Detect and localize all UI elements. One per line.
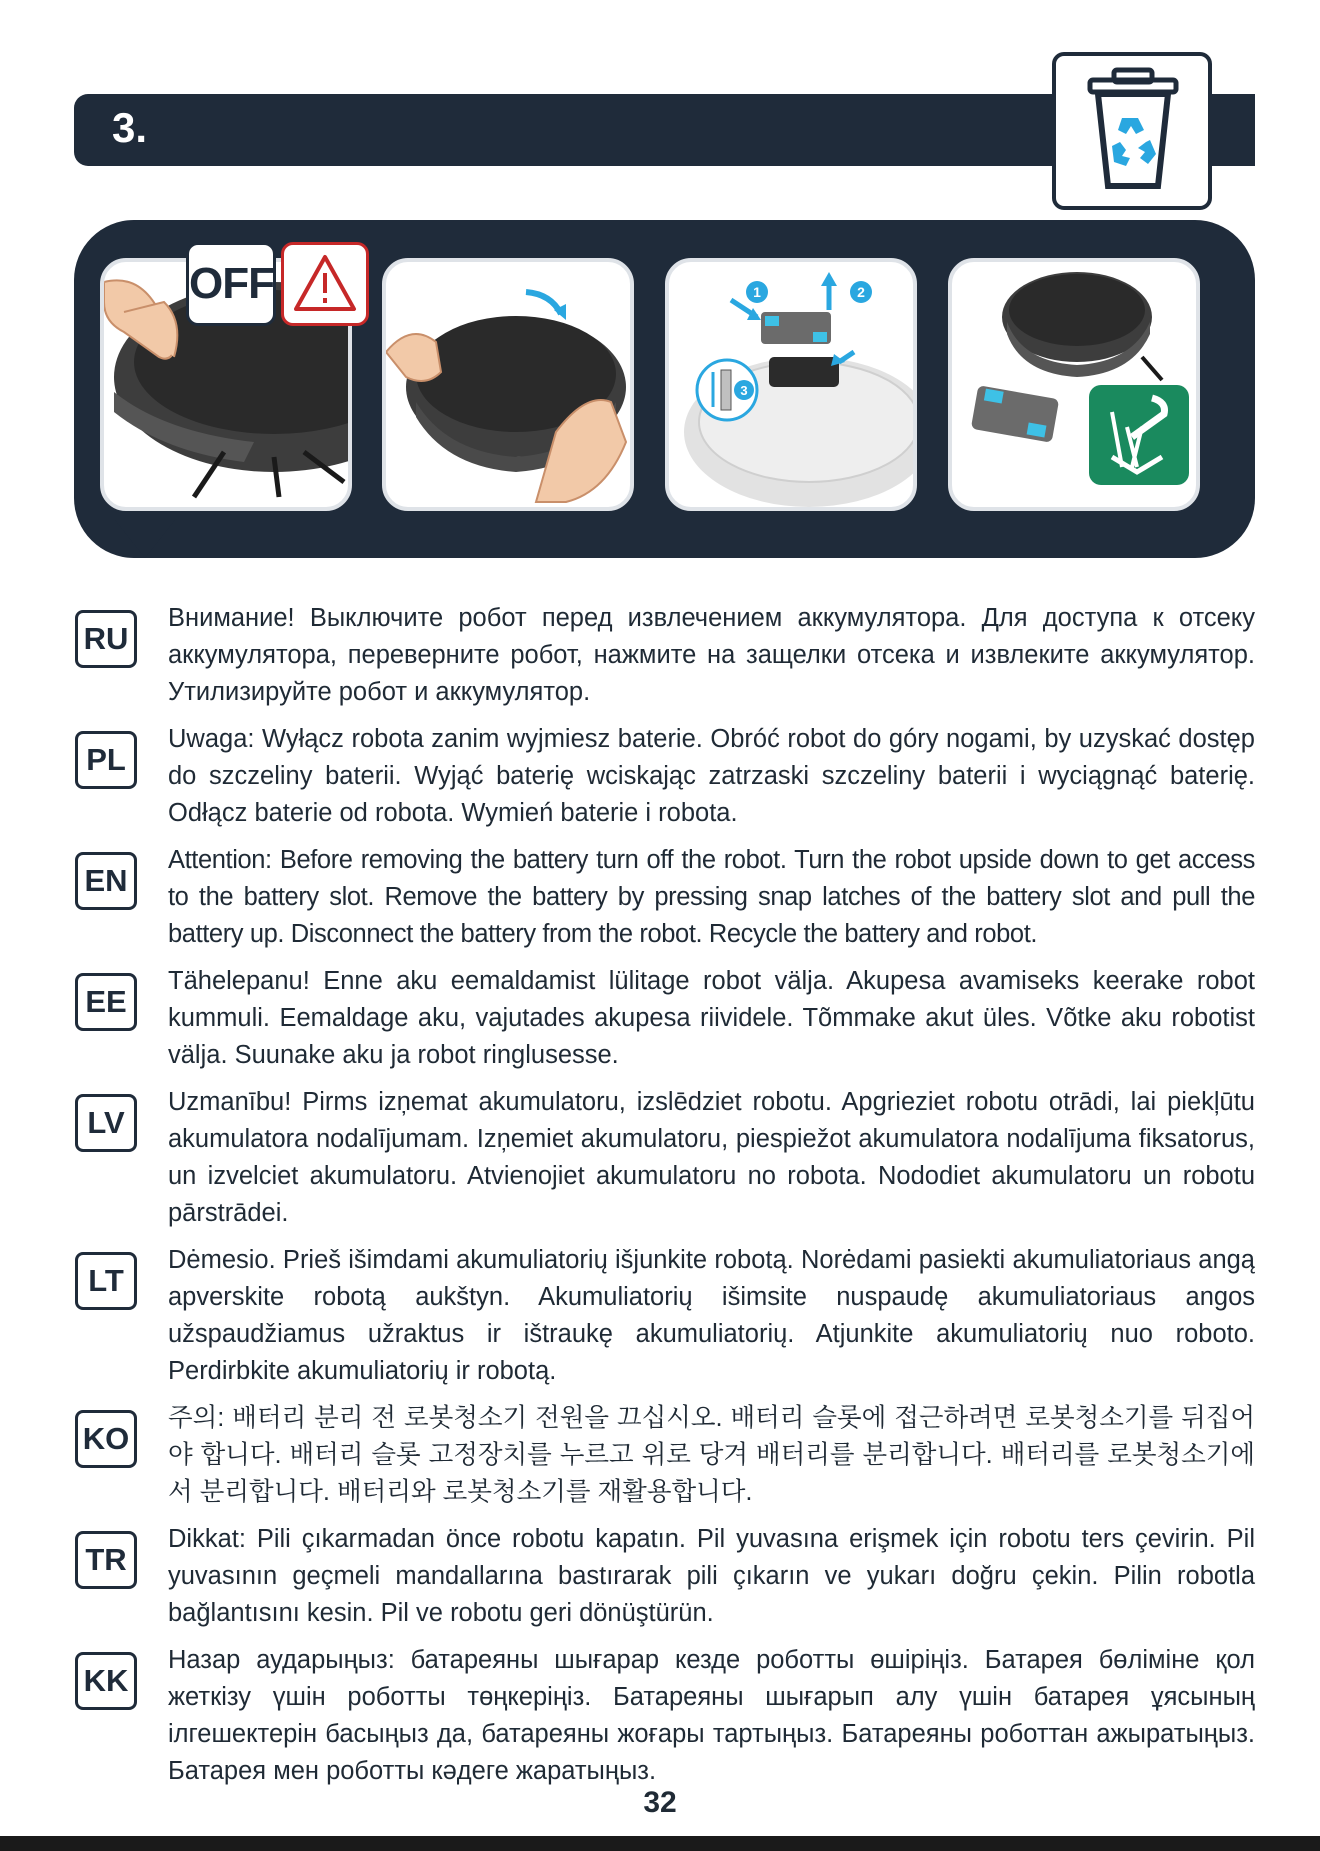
- off-badge: OFF: [186, 242, 276, 326]
- language-badge-ko: KO: [75, 1410, 137, 1468]
- instruction-text-kk: Назар аударыңыз: батареяны шығарар кезде роботты өшіріңіз. Батарея бөліміне қол жеткізу үшін роботты төңкеріңіз. Батареяны шығарып алу үшін батарея ұясының ілгешектерін басыңыз да, батареяны жоғары тартыңыз. Батареяны роботтан ажыратыңыз. Батарея мен роботты кәдеге жаратыңыз.: [168, 1646, 1255, 1785]
- bottom-rule: [0, 1836, 1320, 1851]
- instruction-text-lt: Dėmesio. Prieš išimdami akumuliatorių išjunkite robotą. Norėdami pasiekti akumuliatoriaus angą apverskite robotą aukštyn. Akumuliatorių išimsite nuspaudę akumuliatoriaus angos užspaudžiamus užraktus ir ištraukę akumuliatorių. Atjunkite akumuliatorių nuo roboto. Perdirbkite akumuliatorių ir robotą.: [168, 1246, 1255, 1385]
- language-badge-en: EN: [75, 852, 137, 910]
- instruction-text-tr: Dikkat: Pili çıkarmadan önce robotu kapatın. Pil yuvasına erişmek için robotu ters çevirin. Pil yuvasının geçmeli mandallarına bastırarak pili çıkarın ve yukarı doğru çekin. Pilin robotla bağlantısını kesin. Pil ve robotu geri dönüştürün.: [168, 1525, 1255, 1627]
- instruction-text-en: Attention: Before removing the battery turn off the robot. Turn the robot upside down to get access to the battery slot. Remove the battery by pressing snap latches of the battery slot and pull the battery up. Disconnect the battery from the robot. Recycle the battery and robot.: [168, 846, 1255, 948]
- page-number: 32: [643, 1786, 677, 1819]
- warning-icon: [281, 242, 369, 326]
- illustration-remove-battery: [665, 258, 917, 511]
- language-badge-kk: KK: [75, 1652, 137, 1710]
- step-number: 3.: [112, 104, 148, 151]
- instruction-text-ko: 주의: 배터리 분리 전 로봇청소기 전원을 끄십시오. 배터리 슬롯에 접근하려면 로봇청소기를 뒤집어야 합니다. 배터리 슬롯 고정장치를 누르고 위로 당겨 배터리를 분리합니다. 배터리를 로봇청소기에서 분리합니다. 배터리와 로봇청소기를 재활용합니다.: [168, 1404, 1255, 1506]
- language-badge-ee: EE: [75, 973, 137, 1031]
- instruction-text-ru: Внимание! Выключите робот перед извлечением аккумулятора. Для доступа к отсеку аккумулятора, переверните робот, нажмите на защелки отсека и извлеките аккумулятор. Утилизируйте робот и аккумулятор.: [168, 604, 1255, 706]
- illustration-flip-robot: [382, 258, 634, 511]
- language-badge-pl: PL: [75, 731, 137, 789]
- instruction-text-lv: Uzmanību! Pirms izņemat akumulatoru, izslēdziet robotu. Apgrieziet robotu otrādi, lai piekļūtu akumulatora nodalījumam. Izņemiet akumulatoru, piespiežot akumulatora nodalījuma fiksatorus, un izvelciet akumulatoru. Atvienojiet akumulatoru no robota. Nododiet akumulatoru un robotu pārstrādei.: [168, 1088, 1255, 1227]
- language-badge-ru: RU: [75, 610, 137, 668]
- step-3-marker: 3: [740, 383, 748, 398]
- instruction-text-pl: Uwaga: Wyłącz robota zanim wyjmiesz baterie. Obróć robot do góry nogami, by uzyskać dostęp do szczeliny baterii. Wyjąć baterię wciskając zatrzaski szczeliny baterii i wyciągnąć baterię. Odłącz baterie od robota. Wymień baterie i robota.: [168, 725, 1255, 827]
- illustration-recycle-battery: [948, 258, 1200, 511]
- instruction-text-ee: Tähelepanu! Enne aku eemaldamist lülitage robot välja. Akupesa avamiseks keerake robot kummuli. Eemaldage aku, vajutades akupesa riividele. Tõmmake akut üles. Võtke aku robotist välja. Suunake aku ja robot ringlusesse.: [168, 967, 1255, 1069]
- recycle-bin-icon: [1052, 52, 1212, 210]
- step-2-marker: 2: [857, 284, 865, 300]
- language-badge-lv: LV: [75, 1094, 137, 1152]
- language-badge-lt: LT: [75, 1252, 137, 1310]
- step-1-marker: 1: [753, 284, 761, 300]
- panel-pointer: [115, 520, 175, 558]
- language-badge-tr: TR: [75, 1531, 137, 1589]
